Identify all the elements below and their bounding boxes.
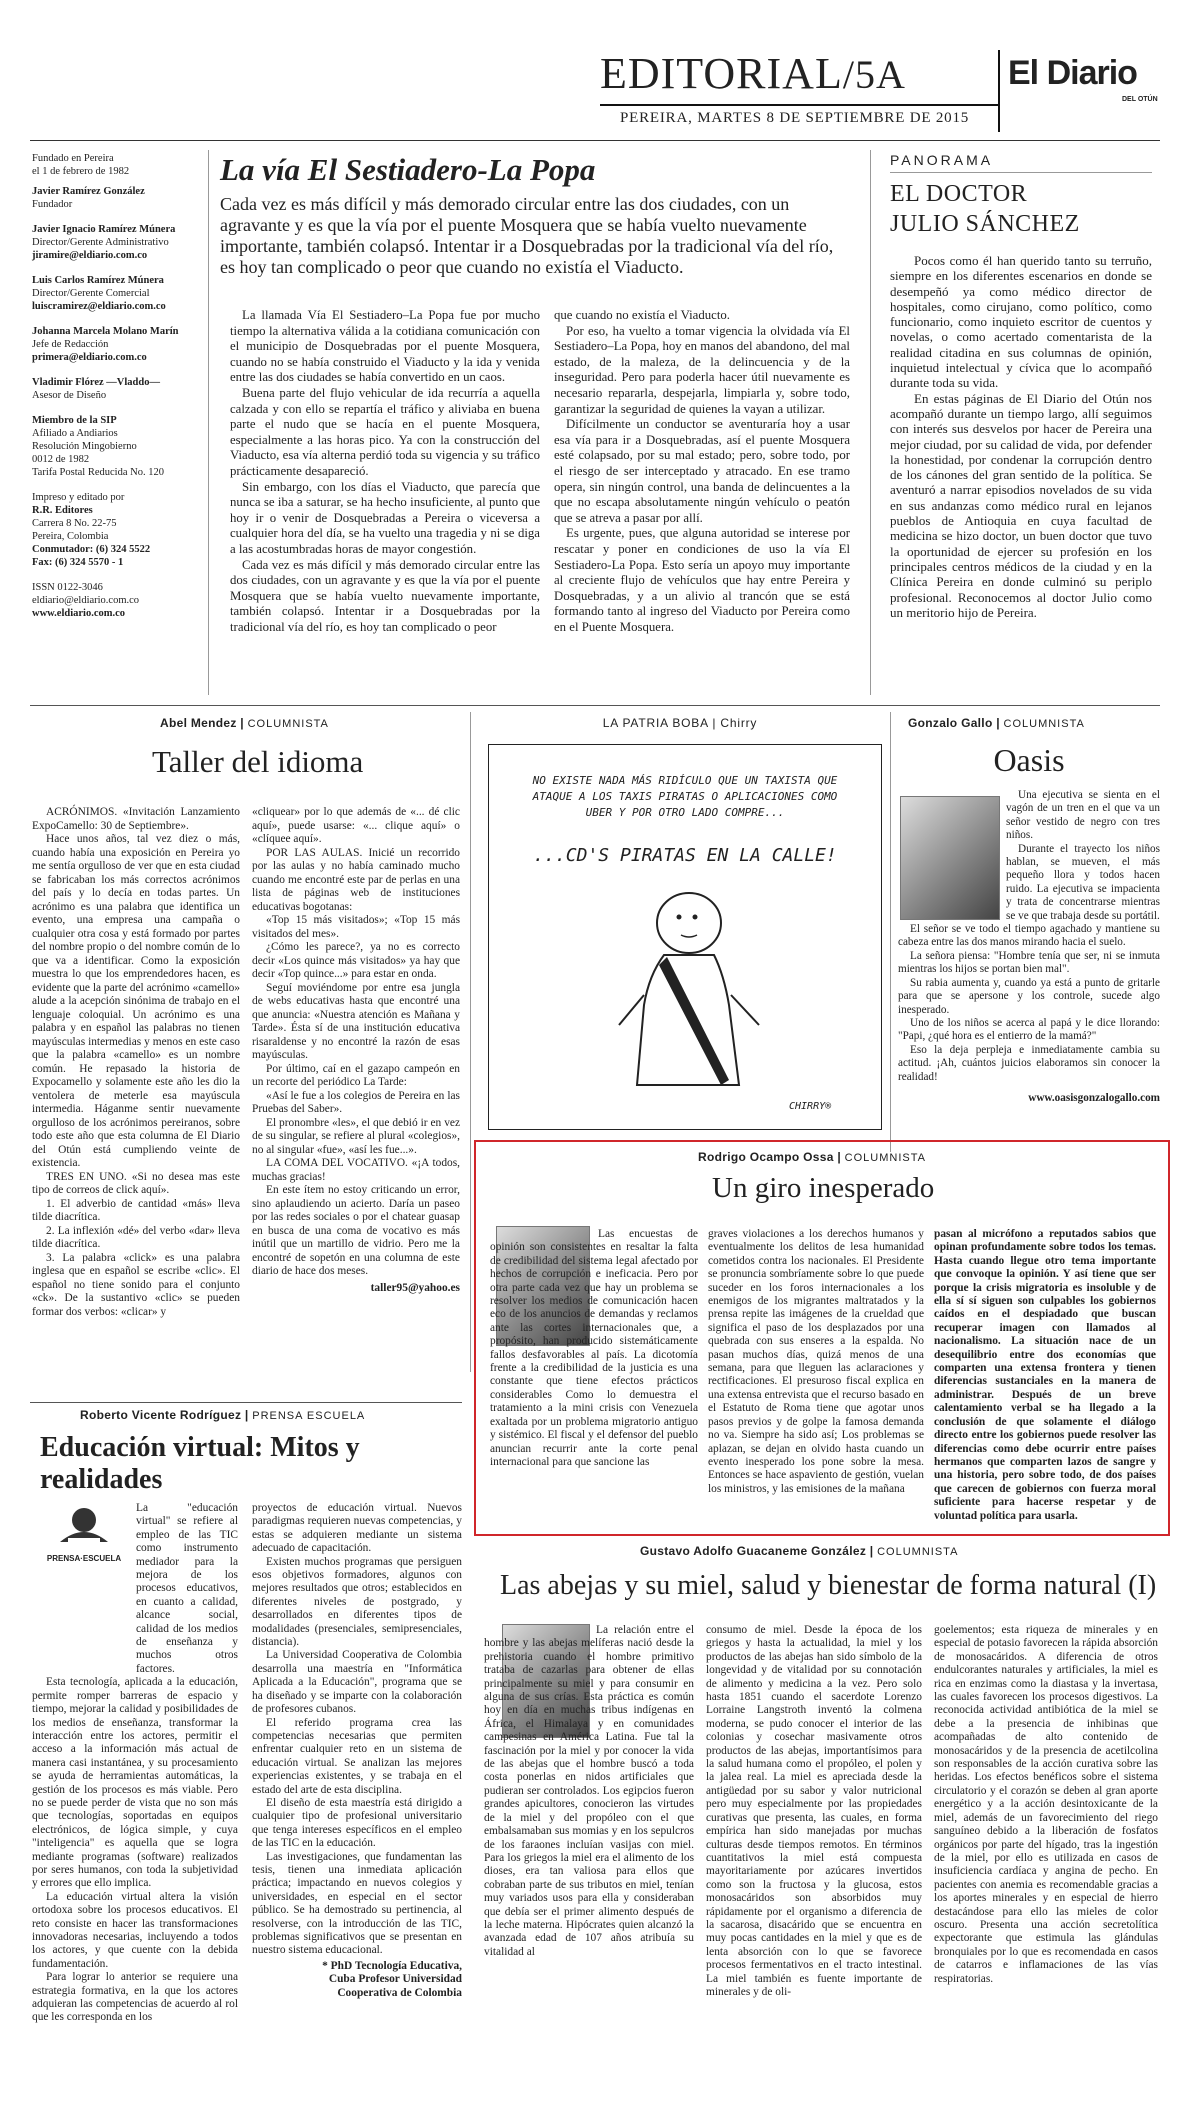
paragraph: Por último, caí en el gazapo campeón en un recorte del periódico La Tarde: bbox=[252, 1062, 460, 1088]
educacion-col2 bbox=[252, 1502, 462, 2000]
author-name: Abel Mendez bbox=[160, 716, 237, 730]
author-email[interactable]: taller95@yahoo.es bbox=[370, 1281, 460, 1294]
brand-sub: DEL OTÚN bbox=[1122, 96, 1158, 103]
editorial-col2 bbox=[554, 308, 850, 635]
cartoon-punchline: ...CD'S PIRATAS EN LA CALLE! bbox=[533, 845, 837, 866]
staff-role: Asesor de Diseño bbox=[32, 390, 107, 401]
masthead bbox=[600, 50, 1160, 130]
membership bbox=[32, 414, 202, 479]
paragraph: Seguí moviéndome por entre esa jungla de webs educativas hasta que encontré una que anuncia: «Nuestra atención es Mañana y Tarde». Ésta sí de una institución educativa risaraldense y no encontré la razón de esas mayúsculas. bbox=[252, 981, 460, 1061]
cartoon-caption: NO EXISTE NADA MÁS RIDÍCULO QUE UN TAXISTA QUE ATAQUE A LOS TAXIS PIRATAS O APLICACIONES COMO UBER Y POR OTRO LADO COMPRE... bbox=[532, 774, 838, 819]
membership-line: 0012 de 1982 bbox=[32, 454, 90, 465]
contact-email[interactable]: eldiario@eldiario.com.co bbox=[32, 595, 140, 606]
author-name: Gonzalo Gallo bbox=[908, 716, 993, 730]
paragraph: Para lograr lo anterior se requiere una estrategia formativa, en la que los actores adquieran las competencias de acuerdo al rol que les corresponda en los bbox=[32, 1971, 238, 2024]
paragraph: La educación virtual altera la visión ortodoxa sobre los procesos educativos. El reto consiste en hacer las transformaciones innovadoras necesarias, incluyendo a todos los actores, y que cuente con la debida fundamentación. bbox=[32, 1890, 238, 1970]
paragraph: El señor se ve todo el tiempo agachado y mantiene su cabeza entre las dos manos mirando hacia el suelo. bbox=[898, 923, 1160, 949]
giro-box bbox=[474, 1140, 1170, 1536]
oasis-column bbox=[898, 716, 1160, 1105]
paragraph: Buena parte del flujo vehicular de ida recurría a aquella calzada y con ello se repartía el tráfico y aliviaba en buena parte el nudo que se hacía en el puente Mosquera, especialmente a las horas pico. Ya con la construcción del Viaducto, esa vía alterna perdió toda su vigencia y su tráfico prácticamente desapareció. bbox=[230, 385, 540, 478]
author-tag: COLUMNISTA bbox=[1003, 718, 1085, 730]
staff-email[interactable]: jiramire@eldiario.com.co bbox=[32, 250, 148, 261]
columnist-byline: Roberto Vicente Rodríguez | PRENSA ESCUELA bbox=[80, 1408, 366, 1422]
paragraph: graves violaciones a los derechos humanos y eventualmente los delitos de lesa humanidad cometidos contra los nacionales. El Presidente se pronuncia sombríamente sobre lo que puede suceder en los foros internacionales a los enemigos de los migrantes maltratados y la prensa repite las imágenes de la crueldad que significa el paso de los desplazados por una quebrada con sus enseres a la espalda. No pasan muchos días, quizá menos de una semana, para que lleguen las aclaraciones y rectificaciones. El presuroso fiscal explica en una extensa entrevista que el recurso basado en el Estatuto de Roma tiene que agotar unos pasos previos y de golpe la famosa demanda no va. Siempre ha sido así; Los problemas se aplazan, se dejan en olvido hasta cuando un evento inesperado los pone sobre la mesa. Entonces se hace aspaviento de gestión, vuelan los ministros, y las emisiones de la mañana bbox=[708, 1228, 924, 1495]
brand-logo bbox=[1008, 54, 1137, 93]
cartoon bbox=[480, 716, 880, 1112]
paragraph: TRES EN UNO. «Si no desea mas este tipo de correos de click aquí». bbox=[32, 1170, 240, 1196]
abejas-col2 bbox=[706, 1624, 922, 1999]
printer-line: R.R. Editores bbox=[32, 505, 93, 516]
website-link[interactable]: www.eldiario.com.co bbox=[32, 608, 126, 619]
printer-line: Impreso y editado por bbox=[32, 492, 125, 503]
idioma-col1 bbox=[32, 806, 240, 1319]
panorama-article bbox=[890, 152, 1152, 620]
paragraph: El referido programa crea las competencias necesarias que permiten enfrentar cualquier reto en un sistema de educación virtual. Se analizan las mejores experiencias existentes, y se trabaja en el estado del arte de esta disciplina. bbox=[252, 1716, 462, 1796]
staff-email[interactable]: primera@eldiario.com.co bbox=[32, 352, 147, 363]
signature-line: Cuba Profesor Universidad bbox=[328, 1973, 462, 1986]
founded-line: Fundado en Pereira bbox=[32, 153, 114, 164]
author-tag: COLUMNISTA bbox=[877, 1546, 959, 1558]
giro-title: Un giro inesperado bbox=[712, 1172, 935, 1204]
author-tag: PRENSA ESCUELA bbox=[252, 1410, 366, 1422]
paragraph: Por eso, ha vuelto a tomar vigencia la olvidada vía El Sestiadero–La Popa, hoy en manos del abandono, del mal estado, de la maleza, de la delincuencia y de la inseguridad. Pero para poderla hacer útil nuevamente es necesario repararla, despejarla, limpiarla y, sobre todo, garantizar la seguridad de quienes la vayan a utilizar. bbox=[554, 323, 850, 416]
paragraph: LA COMA DEL VOCATIVO. «¡A todos, muchas gracias! bbox=[252, 1157, 460, 1183]
columnist-byline: Rodrigo Ocampo Ossa | COLUMNISTA bbox=[698, 1150, 926, 1164]
staff-name: Vladimir Flórez —Vladdo— bbox=[32, 377, 160, 388]
rule bbox=[600, 104, 998, 106]
paragraph: La Universidad Cooperativa de Colombia desarrolla una maestría en "Informática Aplicada a la Educación", programa que se ha diseñado y se imparte con la colaboración de profesores cubanos. bbox=[252, 1649, 462, 1716]
educacion-column bbox=[30, 1408, 462, 2024]
staff-name: Johanna Marcela Molano Marín bbox=[32, 326, 179, 337]
paragraph: proyectos de educación virtual. Nuevos paradigmas requieren nuevas competencias, y estas se adquieren mediante un sistema adecuado de capacitación. bbox=[252, 1502, 462, 1555]
staff-person bbox=[32, 325, 202, 364]
staff-role: Director/Gerente Comercial bbox=[32, 288, 150, 299]
paragraph: «Así le fue a los colegios de Pereira en las Pruebas del Saber». bbox=[252, 1089, 460, 1115]
giro-col1 bbox=[490, 1228, 698, 1469]
editorial-lead: Cada vez es más difícil y más demorado circular entre las dos ciudades, con un agravante y es que la vía por el puente Mosquera que se había vuelto nuevamente importante, también colapsó. Intentar ir a Dosquebradas por la tradicional vía del río, es hoy tan complicado o peor que cuando no existía el Viaducto. bbox=[220, 194, 834, 277]
paragraph: goelementos; esta riqueza de minerales y en especial de potasio favorecen la rápida absorción de monosacáridos. A diferencia de otros endulcorantes naturales y artificiales, la miel es rica en enzimas como la diastasa y la invertasa, las cuales favorecen los procesos digestivos. La reconocida actividad antibiótica de la miel se debe a la presencia de inhibinas que acompañadas de alto contenido de monosacáridos y de la presencia de acetilcolina son responsables de la acción curativa sobre las heridas. Los efectos benéficos sobre el sistema circulatorio y el corazón se deben al gran aporte energético y a la acción desintoxicante de la miel, además de un favorecimiento del riego sanguíneo debido a la liberación de fosfatos orgánicos por parte del hígado, tras la ingestión de la miel, por ello es utilizada en casos de insuficiencia cardíaca y angina de pecho. En pacientes con anemia es recomendable gracias a los aportes minerales y en especial de hierro destacándose para ello las mieles de color oscuro. Presenta una acción secretolítica expectorante que estimula las glándulas bronquiales por lo que es recomendada en casos de catarros e inflamaciones de las vías respiratorias. bbox=[934, 1624, 1158, 1985]
membership-line: Miembro de la SIP bbox=[32, 415, 117, 426]
paragraph: pasan al micrófono a reputados sabios que opinan profundamente sobre todos los temas. Hasta cuando llegue otro tema importante que convoque la opinión. Y así tiene que ser porque la crisis migratoria es insoluble y de ella sí sí siguen son culpables los gobiernos caídos en el despiadado que buscan recuperar imagen con llamados al nacionalismo. La situación nace de un desequilibrio entre dos economías que comparten una extensa frontera y tienen diferencias sustanciales en la manera de administrar. Después de un breve calentamiento verbal se ha llegado a la conclusión de que solamente el diálogo directo entre los gobiernos puede resolver las diferencias como debe ocurrir entre países hermanos que comparten lazos de sangre y una historia, pero sobre todo, de dos países que carecen de gobiernos con fuerza moral suficiente para hacerse respetar y de voluntad política para usarla. bbox=[934, 1228, 1156, 1522]
staff-person bbox=[32, 185, 202, 211]
educacion-col1 bbox=[32, 1502, 238, 2025]
staff-name: Javier Ramírez González bbox=[32, 186, 145, 197]
printer-line: Conmutador: (6) 324 5522 bbox=[32, 544, 151, 555]
paragraph: 2. La inflexión «dé» del verbo «dar» lleva tilde diacrítica. bbox=[32, 1224, 240, 1250]
paragraph: La llamada Vía El Sestiadero–La Popa fue por mucho tiempo la alternativa válida a la cotidiana comunicación con el municipio de Dosquebradas por el puente Mosquera, cuando no se había construido el Viaducto y la ida y venida entre las dos ciudades se había convertido en un caos. bbox=[230, 308, 540, 385]
cartoon-character bbox=[589, 885, 789, 1115]
cartoon-frame bbox=[488, 744, 882, 1130]
paragraph: La señora piensa: "Hombre tenía que ser, ni se inmuta mientras los hijos se portan bien mal". bbox=[898, 949, 1160, 976]
issn-info bbox=[32, 581, 202, 620]
paragraph: Pocos como él han querido tanto su terruño, siempre en los diferentes escenarios en donde se desempeñó ya como médico director de hospitales, como cirujano, como político, como funcionario, como inquieto escritor de cuentos y novelas, o como acertado comentarista de la realidad citadina en sus columnas de opinión, inquietud intelectual y cívica que lo acompañó durante toda su vida. bbox=[890, 253, 1152, 391]
paragraph: Hace unos años, tal vez diez o más, cuando había una exposición en Pereira yo me sentía orgulloso de ver que en esta ciudad se fabricaban los más correctos acrónimos del país y lo decía en todas partes. Un acrónimo es una palabra que identifica un evento, una empresa una campaña o cualquier otra cosa y está formado por partes del nombre propio o del nombre común de lo que va a identificar. Como la exposición muestra lo que los emprendedores hacen, es evidente que la parte del acrónimo «camello» alude a la acepción sinónima de trabajo en el lenguaje coloquial. Un acrónimo es una palabra y en español las palabras no tienen mayúsculas intermedias y menos en este caso que la palabra «camello» es un nombre común. He repasado la historia de Expocamello y solamente este año les dio la ventolera de meterle esa mayúscula intermedia. Háganme sentir nuevamente orgulloso de los acrónimos pereiranos, sobre todo este año que esta columna de El Diario del Otún está cumpliendo veinte de existencia. bbox=[32, 833, 240, 1169]
printer-line: Carrera 8 No. 22-75 bbox=[32, 518, 117, 529]
signature-line: Cooperativa de Colombia bbox=[337, 1986, 462, 1999]
paragraph: «Top 15 más visitados»; «Top 15 más visitados del mes». bbox=[252, 914, 460, 940]
section-name: EDITORIAL bbox=[600, 49, 843, 98]
paragraph: Cada vez es más difícil y más demorado circular entre las dos ciudades, con un agravante y es que la vía por el puente Mosquera que se había vuelto nuevamente importante, también colapsó. Intentar ir a Dosquebradas por la tradicional vía del río, es hoy tan complicado o peor bbox=[230, 557, 540, 634]
columnist-byline: Gonzalo Gallo | COLUMNISTA bbox=[908, 716, 1085, 730]
paragraph: Sin embargo, con los días el Viaducto, que parecía que nunca se iba a saturar, se ha hecho insuficiente, al punto que hoy ir o venir de Dosquebradas a Pereira o viceversa a cualquier hora del día, se ha vuelto una tragedia y ni se diga a las acostumbradas horas de mayor congestión. bbox=[230, 479, 540, 556]
paragraph: En este ítem no estoy criticando un error, sino aplaudiendo un acierto. Daría un paseo por las redes sociales o por el chatear guasap en busca de una coma de vocativo es más inútil que un martillo de vidrio. Pero me la encontré de sopetón en una columna de este diario de hace dos meses. bbox=[252, 1184, 460, 1277]
paragraph: Durante el trayecto los niños hablan, se mueven, el más pequeño llora y todos hacen ruido. La ejecutiva se impacienta y trata de concentrarse mientras se ve que trabaja desde su portátil. bbox=[1006, 842, 1160, 922]
educacion-title: Educación virtual: Mitos y realidades bbox=[40, 1432, 360, 1495]
giro-col3 bbox=[934, 1228, 1156, 1523]
giro-col2 bbox=[708, 1228, 924, 1496]
author-name: Roberto Vicente Rodríguez bbox=[80, 1408, 242, 1422]
cartoonist-signature: CHIRRY® bbox=[789, 1101, 832, 1112]
paragraph: consumo de miel. Desde la época de los griegos y hasta la actualidad, la miel y los productos de las abejas han sido símbolo de la longevidad y de vitalidad por su connotación de alimento y medicina a la vez. Pero solo hasta 1851 cuando el sacerdote Lorenzo Lorraine Langstroth inventó la colmena moderna, se pudo conocer el interior de las colonias y cosechar masivamente otros productos de las abejas, importantísimos para la salud humana como el propóleo, el polen y la jalea real. La miel es apreciada desde la antigüedad por su sabor y valor nutricional pero muy especialmente por las propiedades curativas que presenta, las cuales, en forma empírica han sido manejadas por muchas culturas desde tiempos remotos. En términos cuantitativos la miel está compuesta mayoritariamente por azúcares invertidos como son la fructosa y la glucosa, estos monosacáridos son absorbidos muy rápidamente por el organismo a diferencia de la sacarosa, disacárido que se encuentra en muy pocas cantidades en la miel y que es de lenta absorción con lo que se favorece procesos fermentativos en el tracto intestinal. La miel también es fuente importante de minerales y de oli- bbox=[706, 1624, 922, 1998]
editorial-title: La vía El Sestiadero-La Popa bbox=[220, 152, 596, 187]
staff-person bbox=[32, 376, 202, 402]
author-website[interactable]: www.oasisgonzalogallo.com bbox=[1028, 1091, 1160, 1104]
paragraph: El pronombre «les», el que debió ir en vez de su singular, se refiere al plural «colegios», no al singular «fue», «así les fue...». bbox=[252, 1116, 460, 1156]
staff-role: Director/Gerente Administrativo bbox=[32, 237, 169, 248]
columnist-photo bbox=[900, 796, 1000, 920]
membership-line: Afiliado a Andiarios bbox=[32, 428, 118, 439]
paragraph: Las encuestas de opinión son consistentes en resaltar la falta de credibilidad del sistema legal afectado por hechos de corrupción e ineficacia. Pero por otra parte cada vez que hay un problema se resolver los medios de comunicación hacen eco de los anuncios de demandas y reclamos ante las cortes internacionales que, a propósito, han producido sistemáticamente fallos desfavorables al país. La dicotomía frente a la credibilidad de la justicia es una constante que tiene efectos prácticos considerables Como lo demuestra el tratamiento a la mini crisis con Venezuela exaltada por un problema migratorio antiguo y sistémico. El fiscal y el defensor del pueblo anuncian recurrir ante la corte penal internacional para que sancione las bbox=[490, 1228, 698, 1468]
paragraph: El diseño de esta maestría está dirigido a cualquier tipo de profesional universitario que tenga intereses específicos en el empleo de las TIC en la educación. bbox=[252, 1796, 462, 1850]
paragraph: La "educación virtual" se refiere al empleo de las TIC como instrumento mediador para la mejora de los procesos educativos, en cuanto a calidad, alcance social, calidad de los medios de enseñanza y muchos otros factores. bbox=[136, 1502, 238, 1675]
paragraph: Las investigaciones, que fundamentan las tesis, tienen una inmediata aplicación práctica; impactando en nuevos colegios y universidades, en especial en el sector público. Se ha demostrado su pertinencia, al resolverse, con la introducción de las TIC, problemas significativos que se presentan en nuestro sistema educacional. bbox=[252, 1850, 462, 1957]
paragraph: Su rabia aumenta y, cuando ya está a punto de gritarle para que se apersone y los controle, sucede algo inesperado. bbox=[898, 976, 1160, 1016]
cartoon-label: LA PATRIA BOBA | Chirry bbox=[602, 716, 758, 730]
membership-line: Tarifa Postal Reducida No. 120 bbox=[32, 467, 164, 478]
editorial-article bbox=[220, 152, 850, 634]
abejas-col1 bbox=[484, 1624, 694, 1959]
membership-line: Resolución Mingobierno bbox=[32, 441, 137, 452]
abejas-column bbox=[480, 1544, 1160, 1998]
staff-person bbox=[32, 274, 202, 313]
idioma-col2 bbox=[252, 806, 460, 1295]
author-name: Rodrigo Ocampo Ossa bbox=[698, 1150, 834, 1164]
paragraph: que cuando no existía el Viaducto. bbox=[554, 308, 730, 322]
columnist-byline: Gustavo Adolfo Guacaneme González | COLUMNISTA bbox=[640, 1544, 959, 1558]
logo-text: PRENSA·ESCUELA bbox=[46, 1554, 122, 1563]
author-tag: COLUMNISTA bbox=[247, 718, 329, 730]
masthead-divider bbox=[998, 50, 1000, 132]
staff-box bbox=[32, 152, 202, 620]
paragraph: Esta tecnología, aplicada a la educación, permite romper barreras de espacio y tiempo, mejorar la calidad y posibilidades de los medios de enseñanza, transformar la interacción entre los actores, permitir el acceso a la información más actual de manera casi instantánea, y su procesamiento se ayuda de herramientas automáticas, la gestión de los procesos es más viable. Pero no se puede perder de vista que no son más que tecnologías, soportadas en equipos electrónicos, de lógica simple, y cuya "inteligencia" es aquella que se logra mediante programas (software) realizados por seres humanos, con toda la subjetividad y errores que ello implica. bbox=[32, 1676, 238, 1890]
issn: ISSN 0122-3046 bbox=[32, 582, 103, 593]
author-name: Gustavo Adolfo Guacaneme González bbox=[640, 1544, 867, 1558]
paragraph: Eso la deja perpleja e inmediatamente cambia su actitud. ¡Ah, cuántos juicios elaboramos sin conocer la realidad! bbox=[898, 1043, 1160, 1083]
paragraph: ¿Cómo les parece?, ya no es correcto decir «Los quince más visitados» ya hay que decir «Top quince...» para estar en onda. bbox=[252, 941, 460, 980]
staff-email[interactable]: luiscramirez@eldiario.com.co bbox=[32, 301, 166, 312]
panorama-title: EL DOCTOR JULIO SÁNCHEZ bbox=[890, 181, 1080, 237]
paragraph: 1. El adverbio de cantidad «más» lleva tilde diacrítica. bbox=[32, 1197, 240, 1223]
editorial-col1 bbox=[230, 308, 540, 635]
abejas-col3 bbox=[934, 1624, 1158, 1986]
paragraph: En estas páginas de El Diario del Otún nos acompañó durante un tiempo largo, allí seguimos con interés sus desvelos por hacer de Pereira una mejor ciudad, por su calidad de vida, por defender la honestidad, por condenar la corrupción dentro de los cánones del gran sentido de la política. Se aventuró a narrar episodios novelados de su vida en sus andanzas como médico rural en lejanos pueblos de Antioquia en cuya facultad de medicina se hizo doctor, un buen doctor que tuvo la oportunidad de ejercer su profesión en los principales centros médicos de la ciudad y en la Clínica Pereira en donde culminó su periplo profesional. Reconocemos al doctor Julio como un meritorio hijo de Pereira. bbox=[890, 390, 1152, 620]
printer-line: Fax: (6) 324 5570 - 1 bbox=[32, 557, 124, 568]
paragraph: Uno de los niños se acerca al papá y le dice llorando: "Papi, ¿qué hora es el entierro de la mamá?" bbox=[898, 1016, 1160, 1043]
paragraph: Una ejecutiva se sienta en el vagón de un tren en el que va un señor vestido de negro con tres niños. bbox=[1006, 789, 1160, 842]
oasis-title: Oasis bbox=[993, 742, 1065, 778]
section-title bbox=[600, 50, 906, 99]
paragraph: ACRÓNIMOS. «Invitación Lanzamiento ExpoCamello: 30 de Septiembre». bbox=[32, 806, 240, 832]
staff-name: Javier Ignacio Ramírez Múnera bbox=[32, 224, 176, 235]
staff-person bbox=[32, 223, 202, 262]
idioma-column bbox=[30, 716, 460, 1318]
paragraph: Difícilmente un conductor se aventuraría hoy a usar esa vía para ir a Dosquebradas, así el puente Mosquera esté colapsado, por su mal estado; pero, sobre todo, por el riesgo de ser interceptado y atracado. En ese tramo opera, sin ningún control, una banda de delincuentes a la que no escapa absolutamente ningún vehículo o peatón que se atreva a pasar por allí. bbox=[554, 417, 850, 525]
dateline: PEREIRA, MARTES 8 DE SEPTIEMBRE DE 2015 bbox=[620, 110, 970, 126]
columnist-byline: Abel Mendez | COLUMNISTA bbox=[160, 716, 329, 730]
page-number: /5A bbox=[842, 52, 906, 97]
staff-name: Luis Carlos Ramírez Múnera bbox=[32, 275, 164, 286]
printer-line: Pereira, Colombia bbox=[32, 531, 109, 542]
panorama-kicker: PANORAMA bbox=[890, 152, 994, 168]
signature-line: * PhD Tecnología Educativa, bbox=[322, 1959, 462, 1972]
abejas-title: Las abejas y su miel, salud y bienestar de forma natural (I) bbox=[500, 1570, 1157, 1601]
founded-line: el 1 de febrero de 1982 bbox=[32, 166, 130, 177]
paragraph: 3. La palabra «click» es una palabra inglesa que en español se escribe «clic». El español no tiene sonido para el conjunto «ck». De la sustantivo «clic» se pueden formar dos verbos: «clicar» y bbox=[32, 1251, 240, 1318]
author-signature bbox=[252, 1960, 462, 2000]
paragraph: Es urgente, pues, que alguna autoridad se interese por rescatar y poner en condiciones de uso la vía El Sestiadero-La Popa. Esto sería un apoyo muy importante al creciente flujo de vehículos que hay entre Pereira y Dosquebradas, y a un alivio al trancón que se está formando tanto al ingreso del Viaducto por Pereira como en el Puente Mosquera. bbox=[554, 526, 850, 634]
paragraph: La relación entre el hombre y las abejas melíferas nació desde la prehistoria cuando el hombre primitivo trataba de cazarlas para obtener de ellas principalmente su miel y para consumir en alguna de sus crías. Esta práctica es común hoy en día en muchas tribus indígenas en África, el Himalaya y en comunidades campesinas en América Latina. Fue tal la fascinación por la miel y por conocer la vida de las abejas que el hombre buscó a toda costa ponerlas en nidos artificiales que pudieran ser controlados. Los egipcios fueron grandes apicultores, conocieron las virtudes de la miel y del propóleo con el que embalsamaban sus momias y en los sepulcros de los faraones incluían vasijas con miel. Para los griegos la miel era el alimento de los dioses, era tan valiosa para ellos que cobraban parte de sus tributos en miel, tenían muy variados usos para ella y consideraban que debía ser el primer alimento después de la leche materna. Hipócrates quien alcanzó la avanzada edad de 107 años atribuía su vitalidad al bbox=[484, 1624, 694, 1958]
brand-name: El Diario bbox=[1008, 54, 1137, 92]
staff-role: Jefe de Redacción bbox=[32, 339, 109, 350]
paragraph: POR LAS AULAS. Inicié un recorrido por las aulas y no había caminado mucho cuando me encontré este par de perlas en una lista de páginas web de instituciones educativas bogotanas: bbox=[252, 846, 460, 913]
paragraph: «cliquear» por lo que además de «... dé clic aquí», puede usarse: «... clique aquí» o «clíquee aquí». bbox=[252, 806, 460, 845]
author-tag: COLUMNISTA bbox=[844, 1152, 926, 1164]
staff-role: Fundador bbox=[32, 199, 73, 210]
paragraph: Existen muchos programas que persiguen esos objetivos formadores, algunos con mejores resultados que otros; establecidos en diferentes niveles de postgrado, y desarrollados en diferentes tipos de modalidades (presenciales, semipresenciales, distancia). bbox=[252, 1555, 462, 1649]
printer-info bbox=[32, 491, 202, 569]
idioma-title: Taller del idioma bbox=[152, 744, 364, 779]
